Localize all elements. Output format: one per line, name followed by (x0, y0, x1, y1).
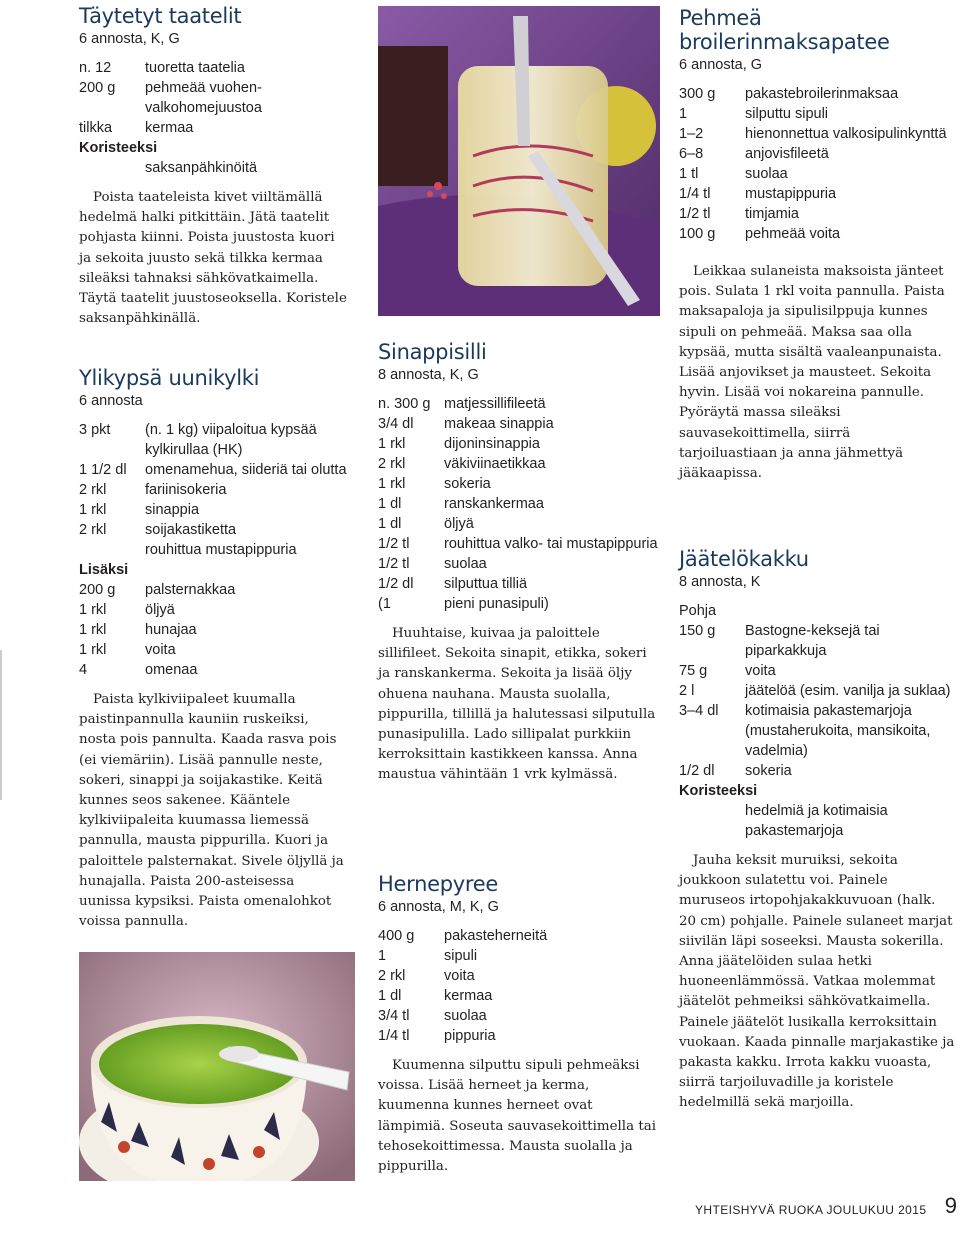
ingredient-name: mustapippuria (745, 186, 837, 202)
ingredient-row (79, 480, 347, 500)
ingredient-row (378, 1006, 662, 1026)
ingredient-row (679, 701, 955, 761)
ingredient-name: pehmeää voita (745, 226, 841, 242)
ingredient-name: suolaa (444, 1008, 487, 1024)
recipe-method (679, 851, 955, 1114)
ingredient-name: Bastogne-keksejä tai piparkakkuja (745, 623, 880, 659)
ingredient-name: matjessillifileetä (444, 396, 546, 412)
ingredient-row (79, 660, 347, 680)
ingredient-quantity: 200 g (79, 80, 116, 96)
ingredient-quantity: tilkka (79, 120, 113, 136)
ingredient-row (378, 454, 662, 474)
ingredient-row (679, 801, 955, 841)
ingredient-quantity: 150 g (679, 623, 716, 639)
ingredient-quantity: 1/2 tl (679, 206, 711, 222)
ingredient-name: (n. 1 kg) viipaloitua kypsää kylkirullaa (HK) (145, 422, 317, 458)
margin-rule (0, 650, 2, 800)
method-paragraph: Kuumenna silputtu sipuli pehmeäksi voissa. Lisää herneet ja kerma, kuumenna kunnes herneet ovat lämpimiä. Soseuta sauvasekoittimella tai tehosekoittimessa. Mausta suolalla ja pippurilla. (378, 1058, 656, 1175)
ingredient-row (79, 500, 347, 520)
ingredient-name: hedelmiä ja kotimaisia pakastemarjoja (745, 803, 888, 839)
recipe-title: Jäätelökakku (679, 547, 809, 571)
ingredient-quantity: 2 rkl (378, 968, 406, 984)
ingredient-quantity: 1 dl (378, 516, 402, 532)
ingredient-name: öljyä (444, 516, 474, 532)
ingredient-row (679, 184, 949, 204)
ingredient-quantity: 300 g (679, 86, 716, 102)
recipe-hernepyree (378, 872, 662, 1177)
ingredient-quantity: 1/2 tl (378, 536, 410, 552)
ingredient-name: saksanpähkinöitä (145, 160, 258, 176)
ingredient-name: ranskankermaa (444, 496, 544, 512)
ingredient-list (79, 58, 347, 178)
ingredient-quantity: 400 g (378, 928, 415, 944)
recipe-title: Sinappisilli (378, 340, 487, 364)
ingredient-row (679, 104, 949, 124)
ingredient-row (679, 224, 949, 244)
ingredient-list (679, 601, 955, 841)
ingredient-quantity (79, 158, 145, 178)
ingredient-row (378, 1026, 662, 1046)
ingredient-quantity: 1/2 dl (679, 763, 715, 779)
ingredient-quantity: 3/4 dl (378, 416, 414, 432)
ingredient-quantity (679, 801, 745, 841)
method-paragraph: Huuhtaise, kuivaa ja paloittele sillifileet. Sekoita sinapit, etikka, sokeri ja ranskankerma. Sekoita ja lisää öljy ohuena nauhana. Mausta suolalla, pippurilla, tillillä ja halutessasi silputulla punasipulilla. Lado sillipalat purkkiin kerroksittain kastikkeen kanssa. Anna maustua vähintään 1 vrk kylmässä. (378, 626, 656, 783)
page-number: 9 (944, 1193, 957, 1218)
ingredient-list (679, 84, 949, 244)
ingredient-row (79, 540, 347, 560)
ingredient-quantity: n. 300 g (378, 396, 431, 412)
ingredient-name: sinappia (145, 502, 200, 518)
ingredient-row (79, 460, 347, 480)
ingredient-name: pieni punasipuli) (444, 596, 549, 612)
ingredient-row (679, 84, 949, 104)
ingredient-quantity: 1 dl (378, 988, 402, 1004)
ingredient-row (679, 681, 955, 701)
ingredient-row (79, 420, 347, 460)
method-paragraph: Paista kylkiviipaleet kuumalla paistinpannulla kauniin ruskeiksi, nosta pois pannulta. Kaada rasva pois (ei viemäriin). Lisää pannulle neste, sokeri, sinappi ja soijakastike. Keitä kunnes seos sakenee. Kääntele kylkiviipaleita kuumassa liemessä pannulla, mausta pippurilla. Kuori ja paloittele palsternakat. Sivele öljyllä ja hunajalla. Paista 200-asteisessa uunissa kypsiksi. Paista omenalohkot voissa pannulla. (79, 692, 344, 930)
ingredient-row (679, 164, 949, 184)
ingredient-row (378, 946, 662, 966)
ingredient-quantity: 1 1/2 dl (79, 462, 127, 478)
recipe-title: Täytetyt taatelit (79, 4, 242, 28)
recipe-kylki (79, 366, 347, 932)
recipe-method (79, 188, 347, 329)
ingredient-name: hienonnettua valkosipulinkynttä (745, 126, 947, 142)
ingredient-quantity: (1 (378, 596, 391, 612)
ingredient-row (679, 761, 955, 781)
recipe-meta: 6 annosta (79, 393, 143, 409)
ingredient-quantity (79, 540, 145, 560)
ingredient-row (79, 600, 347, 620)
ingredient-row (79, 520, 347, 540)
herring-jar-photo (378, 6, 660, 316)
ingredient-row (378, 514, 662, 534)
method-paragraph: Leikkaa sulaneista maksoista jänteet pois. Sulata 1 rkl voita pannulla. Paista maksapaloja ja sipulisilppuja kunnes sipuli on pehmeää. Maksa saa olla kypsää, mutta sisältä vaaleanpunaista. Lisää anjovikset ja mausteet. Sekoita hyvin. Lisää voi nokareina pannulle. Pyöräytä massa sileäksi sauvasekoittimella, siirrä tarjoiluastiaan ja anna jähmettyä jääkaapissa. (679, 264, 945, 482)
ingredient-name: kotimaisia pakastemarjoja (mustaherukoita, mansikoita, vadelmia) (745, 703, 931, 759)
ingredient-name: pehmeää vuohen-valkohomejuustoa (145, 80, 262, 116)
recipe-method (378, 624, 662, 786)
ingredient-name: sokeria (745, 763, 792, 779)
method-paragraph: Jauha keksit muruiksi, sekoita joukkoon sulatettu voi. Painele muruseos irtopohjakakkuvuoan (halk. 20 cm) pohjalle. Painele sulaneet marjat siivilän läpi soseeksi. Mausta sokerilla. Anna jäätelöiden sulaa hetki huoneenlämmössä. Vatkaa molemmat jäätelöt pehmeiksi sähkövatkaimella. Painele jäätelöt lusikalla kerroksittain vuokaan. Kaada pinnalle marjakastike ja pakasta kakku. Irrota kakku vuoasta, siirrä tarjoiluvadille ja koristele hedelmillä sekä marjoilla. (679, 853, 955, 1111)
ingredient-quantity: 1 rkl (79, 602, 107, 618)
ingredient-name: hunajaa (145, 622, 197, 638)
ingredient-name: pakastebroilerinmaksaa (745, 86, 899, 102)
ingredient-quantity: 1 rkl (378, 436, 406, 452)
recipe-title: Hernepyree (378, 872, 498, 896)
ingredient-quantity: 1 (378, 948, 387, 964)
ingredient-row (679, 204, 949, 224)
recipe-meta: 8 annosta, K, G (378, 367, 479, 383)
ingredient-quantity: 100 g (679, 226, 716, 242)
ingredient-quantity: 2 rkl (79, 482, 107, 498)
ingredient-quantity: 2 rkl (378, 456, 406, 472)
ingredient-row (378, 494, 662, 514)
recipe-kakku (679, 547, 955, 1114)
ingredient-quantity: 1 tl (679, 166, 699, 182)
ingredient-row (378, 534, 662, 554)
recipe-meta: 6 annosta, M, K, G (378, 899, 499, 915)
ingredient-row (679, 124, 949, 144)
ingredient-row (679, 621, 955, 661)
ingredient-name: voita (745, 663, 776, 679)
ingredient-name: voita (444, 968, 475, 984)
ingredient-quantity: 1/2 tl (378, 556, 410, 572)
ingredient-name: makeaa sinappia (444, 416, 554, 432)
ingredient-row (378, 574, 662, 594)
pea-puree-photo (79, 952, 355, 1181)
ingredient-subheading: Lisäksi (79, 562, 129, 578)
recipe-title: Pehmeä broilerinmaksapatee (679, 6, 890, 54)
ingredient-name: fariinisokeria (145, 482, 227, 498)
ingredient-quantity: 1 rkl (378, 476, 406, 492)
recipe-meta: 8 annosta, K (679, 574, 761, 590)
ingredient-name: kermaa (145, 120, 194, 136)
ingredient-name: soijakastiketta (145, 522, 237, 538)
ingredient-quantity: 1/4 tl (679, 186, 711, 202)
ingredient-name: pakasteherneitä (444, 928, 548, 944)
ingredient-list (378, 926, 662, 1046)
ingredient-subheading: Koristeeksi (79, 140, 158, 156)
ingredient-quantity: 2 rkl (79, 522, 107, 538)
ingredient-quantity: 1 dl (378, 496, 402, 512)
ingredient-quantity: 75 g (679, 663, 708, 679)
ingredient-quantity: 1/4 tl (378, 1028, 410, 1044)
ingredient-name: rouhittua mustapippuria (145, 542, 297, 558)
ingredient-row (378, 554, 662, 574)
ingredient-row (79, 158, 347, 178)
ingredient-name: silputtu sipuli (745, 106, 829, 122)
ingredient-subheading: Koristeeksi (679, 783, 758, 799)
ingredient-row (79, 620, 347, 640)
ingredient-row (79, 58, 347, 78)
ingredient-name: jäätelöä (esim. vanilja ja suklaa) (745, 683, 951, 699)
ingredient-quantity: 200 g (79, 582, 116, 598)
recipe-title: Ylikypsä uunikylki (79, 366, 260, 390)
ingredient-name: suolaa (444, 556, 487, 572)
ingredient-quantity: 2 l (679, 683, 695, 699)
ingredient-row (378, 986, 662, 1006)
method-paragraph: Poista taateleista kivet viiltämällä hedelmä halki pitkittäin. Jätä taatelit pohjasta kiinni. Poista juustosta kuori ja sekoita juusto sekä tilkka kermaa sileäksi tahnaksi sähkövatkaimella. Täytä taatelit juustoseoksella. Koristele saksanpähkinällä. (79, 190, 347, 327)
ingredient-name: voita (145, 642, 176, 658)
ingredient-quantity: 1 (679, 106, 688, 122)
ingredient-row (79, 580, 347, 600)
ingredient-row (679, 661, 955, 681)
ingredient-name: sipuli (444, 948, 478, 964)
ingredient-row (378, 434, 662, 454)
ingredient-name: pippuria (444, 1028, 496, 1044)
ingredient-list (378, 394, 662, 614)
ingredient-name: väkiviinaetikkaa (444, 456, 546, 472)
ingredient-name: kermaa (444, 988, 493, 1004)
ingredient-name: dijoninsinappia (444, 436, 540, 452)
ingredient-name: anjovisfileetä (745, 146, 829, 162)
recipe-method (378, 1056, 662, 1177)
ingredient-quantity: 3–4 dl (679, 703, 719, 719)
recipe-method (679, 262, 949, 484)
recipe-taatelit (79, 4, 347, 329)
ingredient-quantity: 3 pkt (79, 422, 111, 438)
ingredient-quantity: 4 (79, 662, 88, 678)
ingredient-subheading: Pohja (679, 603, 717, 619)
ingredient-row (79, 640, 347, 660)
ingredient-name: tuoretta taatelia (145, 60, 245, 76)
recipe-meta: 6 annosta, G (679, 57, 763, 73)
ingredient-quantity: 1/2 dl (378, 576, 414, 592)
ingredient-name: silputtua tilliä (444, 576, 528, 592)
ingredient-row (378, 926, 662, 946)
recipe-meta: 6 annosta, K, G (79, 31, 180, 47)
ingredient-quantity: n. 12 (79, 60, 112, 76)
ingredient-row (378, 966, 662, 986)
ingredient-quantity: 6–8 (679, 146, 704, 162)
recipe-patee (679, 6, 949, 484)
ingredient-name: suolaa (745, 166, 788, 182)
ingredient-row (679, 144, 949, 164)
recipe-method (79, 690, 347, 932)
ingredient-row (79, 78, 347, 118)
ingredient-row (378, 594, 662, 614)
ingredient-quantity: 1 rkl (79, 642, 107, 658)
publication-name: YHTEISHYVÄ RUOKA JOULUKUU 2015 (695, 1203, 927, 1217)
ingredient-quantity: 1 rkl (79, 502, 107, 518)
ingredient-row (79, 118, 347, 138)
ingredient-name: omenamehua, siideriä tai olutta (145, 462, 347, 478)
ingredient-quantity: 3/4 tl (378, 1008, 410, 1024)
ingredient-list (79, 420, 347, 680)
ingredient-row (378, 474, 662, 494)
ingredient-quantity: 1–2 (679, 126, 704, 142)
ingredient-quantity: 1 rkl (79, 622, 107, 638)
ingredient-name: timjamia (745, 206, 799, 222)
ingredient-name: rouhittua valko- tai mustapippuria (444, 536, 658, 552)
ingredient-name: palsternakkaa (145, 582, 236, 598)
ingredient-name: sokeria (444, 476, 491, 492)
ingredient-name: öljyä (145, 602, 175, 618)
ingredient-row (378, 414, 662, 434)
recipe-silli (378, 340, 662, 786)
ingredient-name: omenaa (145, 662, 198, 678)
ingredient-row (378, 394, 662, 414)
